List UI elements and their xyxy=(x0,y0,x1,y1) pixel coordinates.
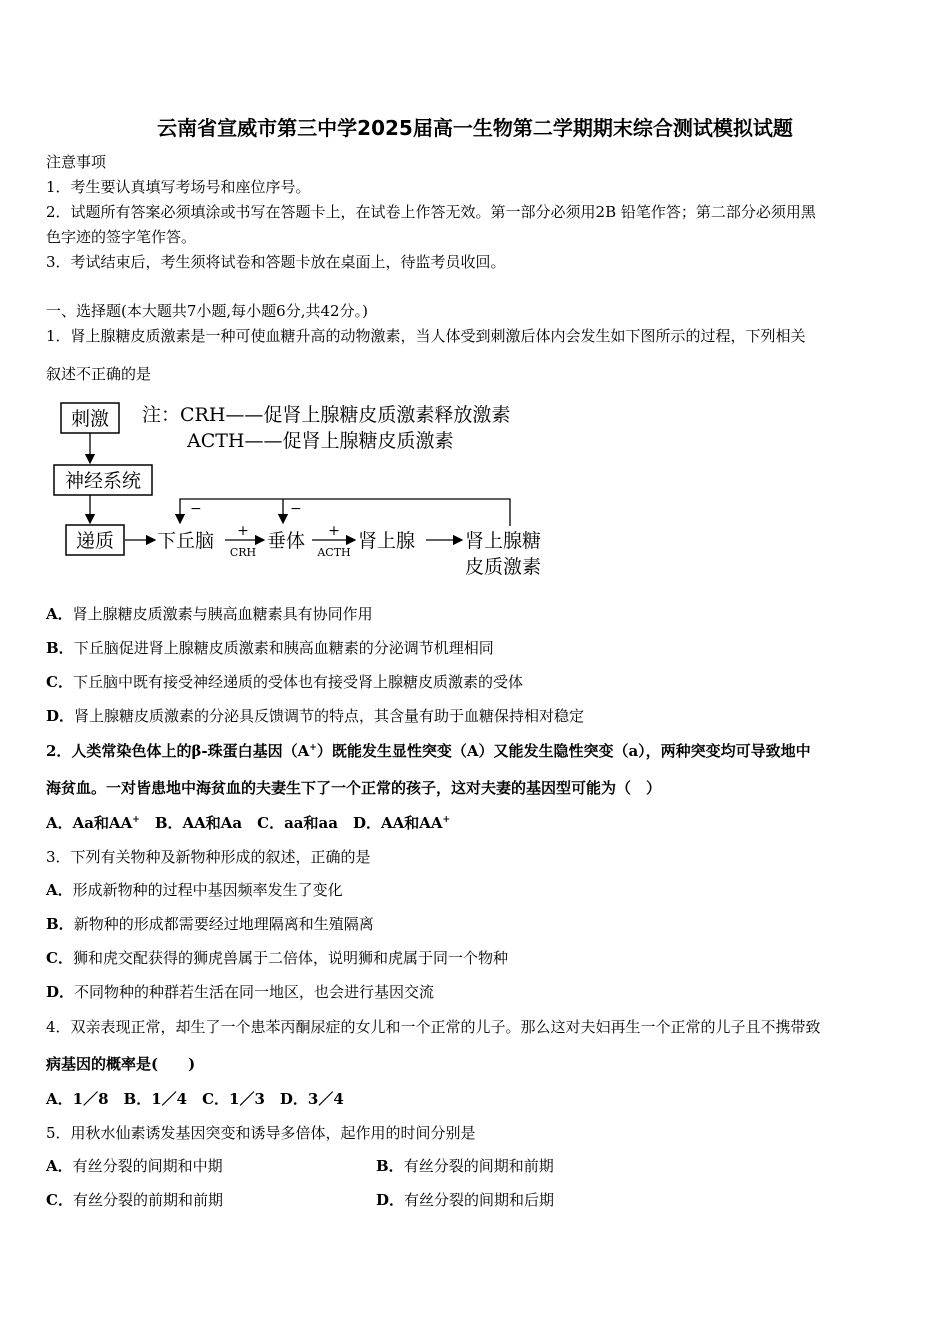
acth-plus: + xyxy=(328,523,340,539)
q4-options: A．1／8 B．1／4 C．1／3 D．3／4 xyxy=(46,1090,344,1108)
q3-option-c: C．狮和虎交配获得的狮虎兽属于二倍体，说明狮和虎属于同一个物种 xyxy=(46,949,508,967)
hormone-label-2: 皮质激素 xyxy=(465,556,542,578)
notice-heading: 注意事项 xyxy=(46,153,107,171)
transmitter-label: 递质 xyxy=(75,530,115,552)
pituitary-label: 垂体 xyxy=(267,530,306,552)
hormone-label-1: 肾上腺糖 xyxy=(465,530,542,552)
q5-stem: 5．用秋水仙素诱发基因突变和诱导多倍体，起作用的时间分别是 xyxy=(46,1124,476,1142)
hypothalamus-label: 下丘脑 xyxy=(157,530,215,552)
q3-option-a: A．形成新物种的过程中基因频率发生了变化 xyxy=(46,881,343,899)
q1-option-a: A．肾上腺糖皮质激素与胰高血糖素具有协同作用 xyxy=(46,605,373,623)
note-line-1: 注：CRH——促肾上腺糖皮质激素释放激素 xyxy=(142,404,511,426)
crh-plus: + xyxy=(237,523,249,539)
q1-option-b: B．下丘脑促进肾上腺糖皮质激素和胰高血糖素的分泌调节机理相同 xyxy=(46,639,494,657)
notice-item-1: 1．考生要认真填写考场号和座位序号。 xyxy=(46,178,311,196)
q2-stem-line1: 2．人类常染色体上的β-珠蛋白基因（A+）既能发生显性突变（A）又能发生隐性突变（a），两种突变均可导致地中 xyxy=(46,742,811,760)
q1-option-d: D．肾上腺糖皮质激素的分泌具反馈调节的特点，其含量有助于血糖保持相对稳定 xyxy=(46,707,585,725)
q5-option-c: C．有丝分裂的前期和前期 xyxy=(46,1191,223,1209)
q5-option-b: B．有丝分裂的间期和前期 xyxy=(376,1157,554,1175)
section-heading: 一、选择题(本大题共7小题,每小题6分,共42分。) xyxy=(46,302,368,320)
feedback-minus-2: − xyxy=(290,501,302,517)
nervous-label: 神经系统 xyxy=(64,470,142,492)
notice-item-2-cont: 色字迹的签字笔作答。 xyxy=(46,228,197,246)
acth-label: ACTH xyxy=(317,546,351,559)
q4-stem-line2: 病基因的概率是( ) xyxy=(46,1055,196,1073)
q1-stem-line2: 叙述不正确的是 xyxy=(46,365,152,383)
q2-stem-line2: 海贫血。一对皆患地中海贫血的夫妻生下了一个正常的孩子，这对夫妻的基因型可能为（ ） xyxy=(46,779,662,797)
q4-stem-line1: 4．双亲表现正常，却生了一个患苯丙酮尿症的女儿和一个正常的儿子。那么这对夫妇再生一个正常的儿子且不携带致 xyxy=(46,1018,821,1036)
page-title: 云南省宣威市第三中学2025届高一生物第二学期期末综合测试模拟试题 xyxy=(157,116,793,140)
feedback-minus-1: − xyxy=(190,501,202,517)
q3-stem: 3．下列有关物种及新物种形成的叙述，正确的是 xyxy=(46,848,371,866)
crh-label: CRH xyxy=(229,546,257,559)
q3-option-d: D．不同物种的种群若生活在同一地区，也会进行基因交流 xyxy=(46,983,435,1001)
adrenal-label: 肾上腺 xyxy=(358,530,416,552)
notice-item-2: 2．试题所有答案必须填涂或书写在答题卡上，在试卷上作答无效。第一部分必须用2B 铅笔作答；第二部分必须用黑 xyxy=(46,203,816,221)
q5-option-d: D．有丝分裂的间期和后期 xyxy=(376,1191,555,1209)
hormone-regulation-diagram xyxy=(50,395,570,585)
q1-stem-line1: 1．肾上腺糖皮质激素是一种可使血糖升高的动物激素，当人体受到刺激后体内会发生如下图所示的过程，下列相关 xyxy=(46,327,806,345)
note-line-2: ACTH——促肾上腺糖皮质激素 xyxy=(187,430,454,452)
q1-option-c: C．下丘脑中既有接受神经递质的受体也有接受肾上腺糖皮质激素的受体 xyxy=(46,673,523,691)
q3-option-b: B．新物种的形成都需要经过地理隔离和生殖隔离 xyxy=(46,915,374,933)
feedback-line xyxy=(180,499,510,526)
q5-option-a: A．有丝分裂的间期和中期 xyxy=(46,1157,223,1175)
q2-options: A．Aa和AA+ B．AA和Aa C．aa和aa D．AA和AA+ xyxy=(46,814,451,832)
notice-item-3: 3．考试结束后，考生须将试卷和答题卡放在桌面上，待监考员收回。 xyxy=(46,253,506,271)
stimulus-label: 刺激 xyxy=(70,408,110,430)
